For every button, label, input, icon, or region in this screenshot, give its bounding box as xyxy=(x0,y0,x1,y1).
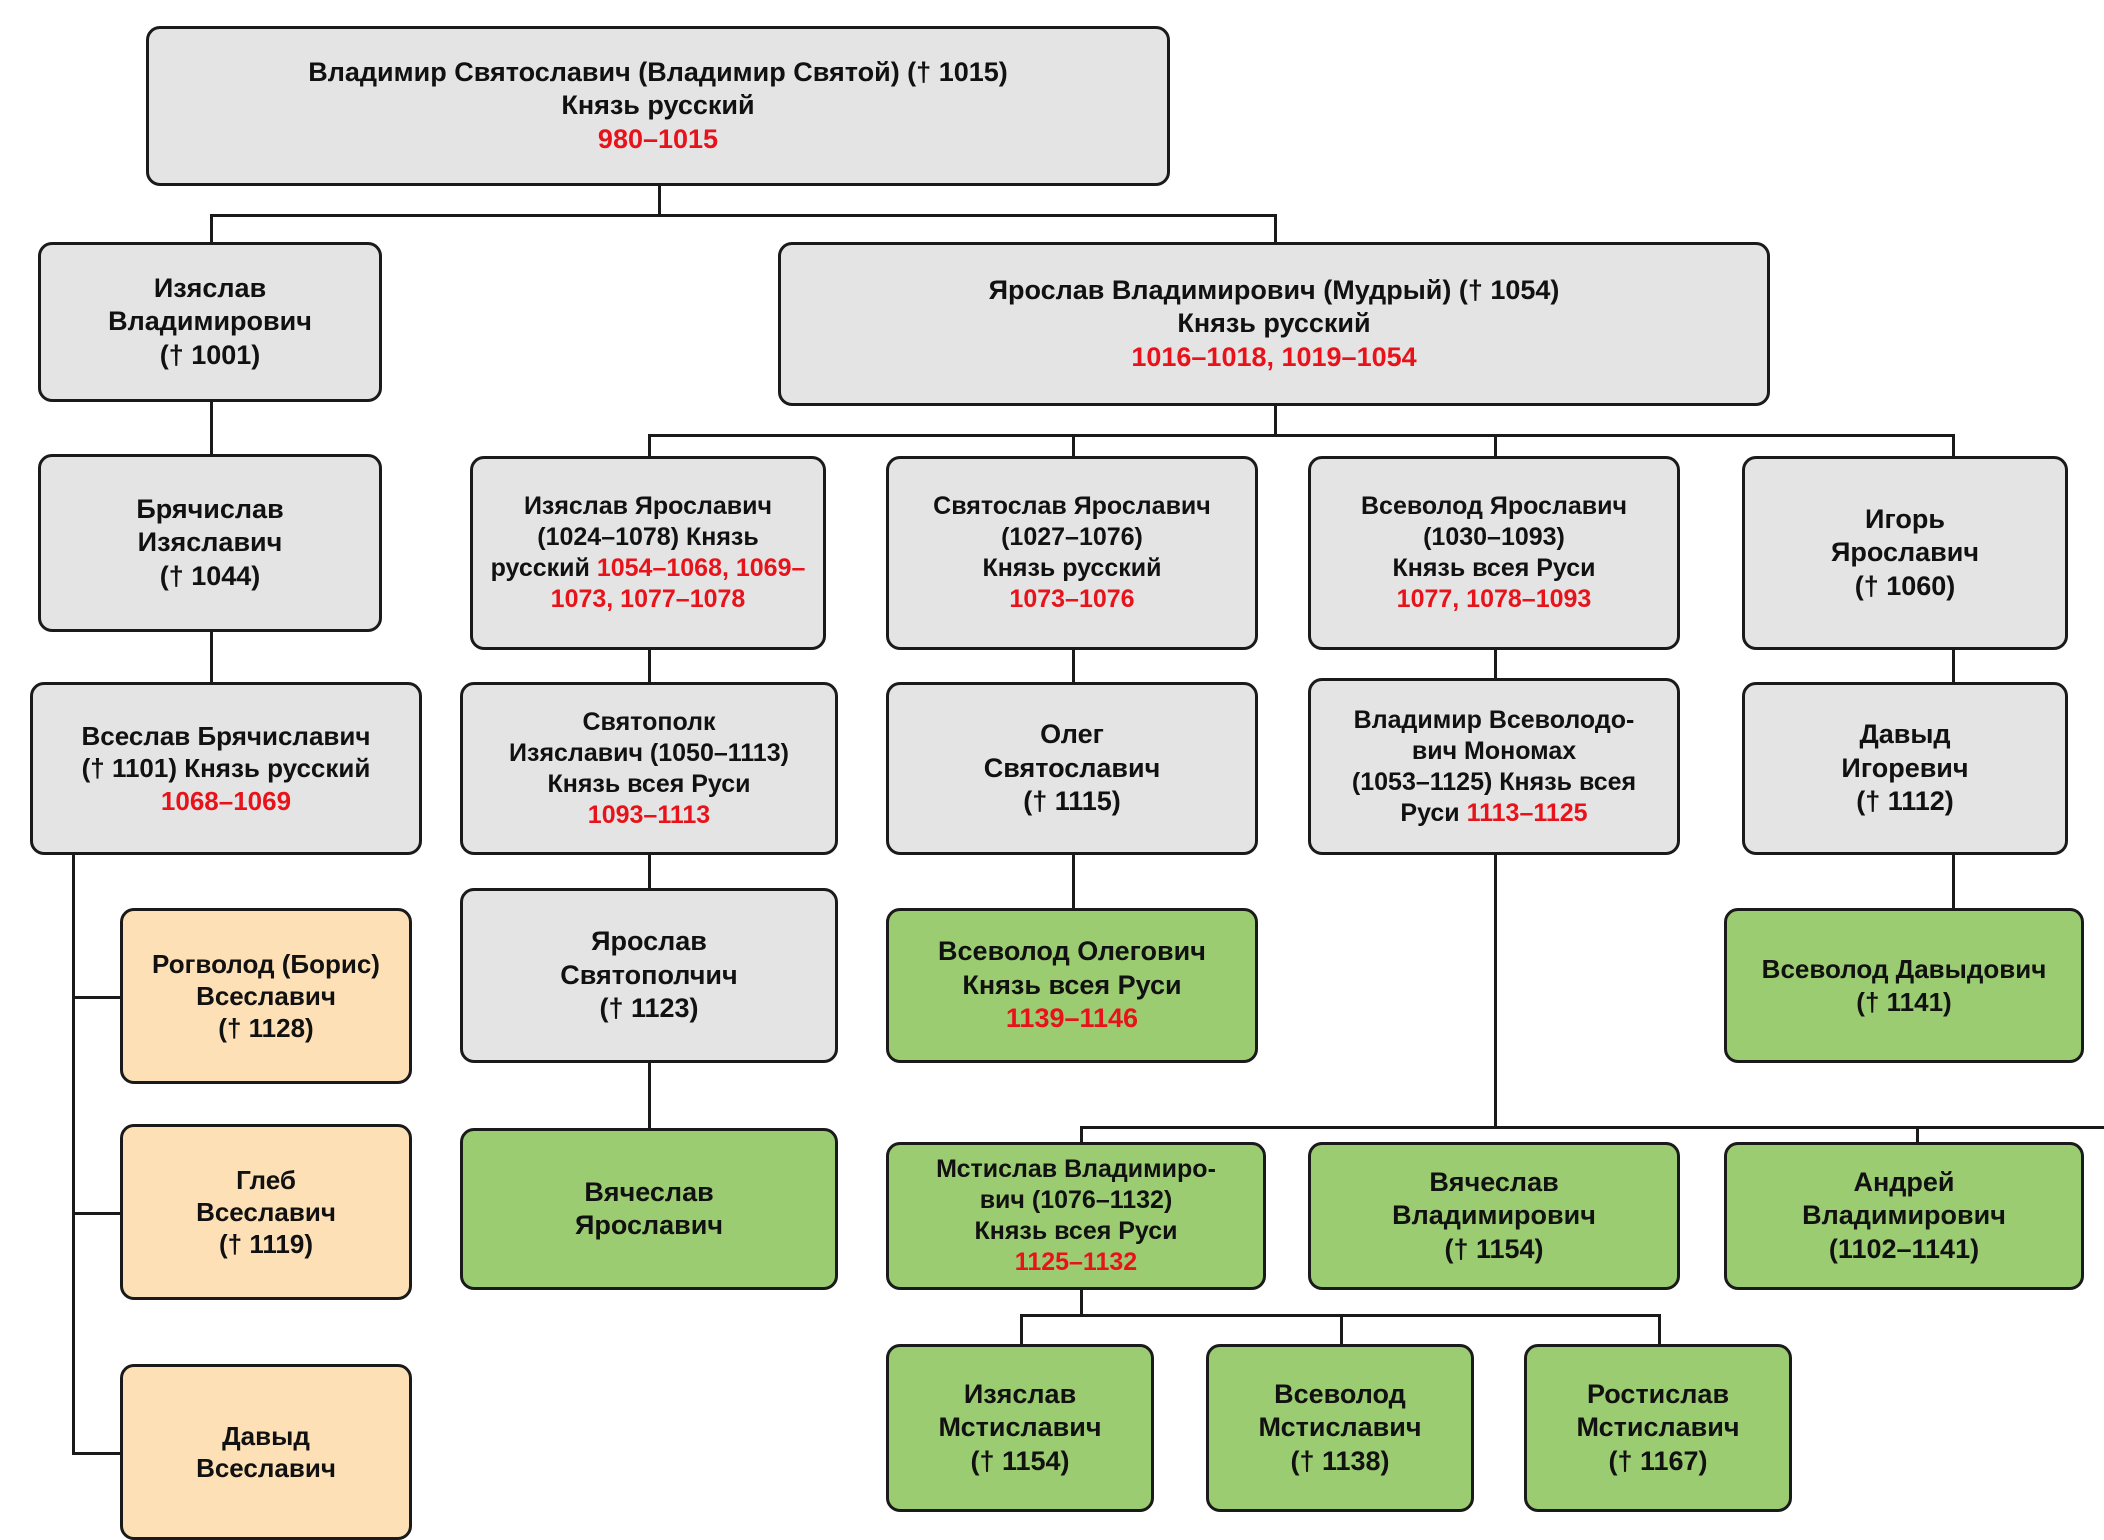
node-vseslav-bryachislavich[interactable] xyxy=(30,682,422,855)
node-line: († 1112) xyxy=(1856,786,1954,817)
connector xyxy=(1274,214,1277,242)
node-line: (1027–1076) xyxy=(1001,523,1143,551)
node-line-inline xyxy=(481,553,815,615)
node-andrey-vladimirovich[interactable] xyxy=(1724,1142,2084,1290)
node-line: Владимирович xyxy=(1802,1200,2006,1231)
connector xyxy=(1658,1314,1661,1344)
connector xyxy=(1916,1126,1919,1142)
node-line: († 1167) xyxy=(1608,1445,1708,1476)
node-line: Давыд xyxy=(1859,719,1951,750)
node-yaroslav-svyatopolchich[interactable] xyxy=(460,888,838,1063)
connector xyxy=(1080,1126,2104,1129)
connector xyxy=(1080,1290,1083,1316)
node-line: Игорь xyxy=(1865,503,1945,534)
connector xyxy=(1072,434,1075,456)
connector xyxy=(1952,434,1955,456)
connector xyxy=(1494,855,1497,1128)
node-reign: 1125–1132 xyxy=(1014,1248,1138,1276)
connector xyxy=(648,1063,651,1128)
node-line: Изяславич (1050–1113) xyxy=(509,738,789,767)
node-igor-yaroslavich[interactable] xyxy=(1742,456,2068,650)
connector xyxy=(72,855,75,1455)
node-line: Князь русский xyxy=(561,90,755,121)
node-line: Ярослав xyxy=(591,926,707,957)
connector xyxy=(210,632,213,682)
node-line: († 1001) xyxy=(159,339,261,370)
connector xyxy=(1340,1314,1343,1344)
node-line: Князь всея Руси xyxy=(962,969,1182,1000)
node-line: Святополчич xyxy=(560,959,738,990)
node-line: Ярославич xyxy=(574,1210,724,1240)
node-line: Мстиславич xyxy=(938,1412,1102,1443)
node-line: вич Мономах xyxy=(1411,736,1577,765)
node-reign: 1113–1125 xyxy=(1466,798,1588,827)
node-yaroslav-mudry[interactable] xyxy=(778,242,1770,406)
node-vsevolod-davydovich[interactable] xyxy=(1724,908,2084,1063)
node-line: Руси xyxy=(1400,798,1467,827)
connector xyxy=(72,996,120,999)
node-line: Князь всея Руси xyxy=(547,769,751,798)
node-line: (1030–1093) xyxy=(1423,523,1565,551)
connector xyxy=(1072,650,1075,682)
node-line: Святославич xyxy=(983,752,1161,783)
node-vladimir-svyatoslavich[interactable] xyxy=(146,26,1170,186)
connector xyxy=(72,1212,120,1215)
connector xyxy=(1952,855,1955,908)
node-line: Всеволод Давыдович xyxy=(1761,954,2047,985)
connector xyxy=(1494,434,1497,456)
node-line: Князь всея Руси xyxy=(974,1217,1178,1245)
node-oleg-svyatoslavich[interactable] xyxy=(886,682,1258,855)
connector xyxy=(210,214,1276,217)
node-line: Вячеслав xyxy=(584,1176,714,1207)
node-line: († 1141) xyxy=(1856,986,1952,1017)
node-line: Князь русский xyxy=(982,554,1162,582)
connector xyxy=(1072,855,1075,908)
node-line: Мстиславич xyxy=(1576,1412,1740,1443)
node-line: Всеволод Ярославич xyxy=(1361,492,1627,520)
node-reign: 1073–1076 xyxy=(1009,585,1135,613)
node-line: († 1154) xyxy=(970,1445,1070,1476)
node-vsevolod-yaroslavich[interactable] xyxy=(1308,456,1680,650)
node-line: Давыд xyxy=(222,1420,310,1451)
node-reign: 1093–1113 xyxy=(587,800,711,829)
node-line: († 1119) xyxy=(219,1229,313,1260)
node-line: Мстислав Владимиро- xyxy=(936,1155,1216,1183)
connector xyxy=(648,855,651,888)
node-reign: 980–1015 xyxy=(597,123,719,154)
node-izyaslav-mstislavich[interactable] xyxy=(886,1344,1154,1512)
node-line: Ярослав Владимирович (Мудрый) († 1054) xyxy=(988,274,1560,305)
node-line: (1024–1078) Князь xyxy=(537,523,759,551)
node-line: Святополк xyxy=(582,707,716,736)
node-line: Владимир Всеволодо- xyxy=(1353,705,1635,734)
node-line: († 1138) xyxy=(1290,1445,1390,1476)
connector xyxy=(648,434,651,456)
node-line: Владимирович xyxy=(108,306,312,337)
node-mstislav-vladimirovich[interactable] xyxy=(886,1142,1266,1290)
node-line: Владимир Святославич (Владимир Святой) († 1015) xyxy=(308,56,1008,87)
node-svyatoslav-yaroslavich[interactable] xyxy=(886,456,1258,650)
node-line: († 1060) xyxy=(1854,570,1956,601)
connector xyxy=(1952,650,1955,682)
node-line: Князь русский xyxy=(1177,308,1371,339)
node-line: вич (1076–1132) xyxy=(979,1186,1173,1214)
connector xyxy=(1080,1126,1083,1142)
node-line: Всеславич xyxy=(196,1453,336,1483)
node-izyaslav-vladimirovich[interactable] xyxy=(38,242,382,402)
node-line: Изяслав xyxy=(963,1378,1077,1409)
node-line: Изяславич xyxy=(137,527,283,558)
node-line: († 1044) xyxy=(159,560,261,591)
connector xyxy=(648,650,651,682)
connector xyxy=(1274,406,1277,436)
node-line: († 1123) xyxy=(599,993,699,1024)
node-svyatopolk-izyaslavich[interactable] xyxy=(460,682,838,855)
node-line: Ярославич xyxy=(1830,537,1980,568)
node-line: († 1154) xyxy=(1444,1233,1544,1264)
connector xyxy=(72,1452,120,1455)
node-line: Андрей xyxy=(1853,1166,1955,1197)
node-gleb-vseslavich[interactable] xyxy=(120,1124,412,1300)
connector xyxy=(210,214,213,242)
node-line: († 1128) xyxy=(218,1013,314,1044)
node-line: Глеб xyxy=(236,1164,296,1195)
connector xyxy=(648,434,1954,437)
node-rostislav-mstislavich[interactable] xyxy=(1524,1344,1792,1512)
node-reign: 1016–1018, 1019–1054 xyxy=(1131,341,1417,372)
node-line: Князь всея Руси xyxy=(1392,554,1596,582)
node-line: Брячислав xyxy=(136,493,284,524)
node-vsevolod-olegovich[interactable] xyxy=(886,908,1258,1063)
node-line: Мстиславич xyxy=(1258,1412,1422,1443)
node-reign: 1054–1068, 1069–1073, 1077–1078 xyxy=(550,554,806,613)
node-vyacheslav-vladimirovich[interactable] xyxy=(1308,1142,1680,1290)
node-davyd-igorevich[interactable] xyxy=(1742,682,2068,855)
node-bryachislav-izyaslavich[interactable] xyxy=(38,454,382,632)
node-line: († 1101) Князь русский xyxy=(81,753,371,784)
node-vsevolod-mstislavich[interactable] xyxy=(1206,1344,1474,1512)
node-line: Всеволод xyxy=(1274,1378,1406,1409)
connector xyxy=(210,402,213,454)
node-line: русский xyxy=(490,554,597,582)
node-line: (1102–1141) xyxy=(1828,1233,1980,1264)
node-vyacheslav-yaroslavich[interactable] xyxy=(460,1128,838,1290)
node-line: Всеволод Олегович xyxy=(938,936,1206,967)
node-line: Всеслав Брячиславич xyxy=(81,721,371,752)
node-line: Вячеслав xyxy=(1429,1166,1559,1197)
node-line: Ростислав xyxy=(1586,1378,1730,1409)
node-rogvolod-vseslavich[interactable] xyxy=(120,908,412,1084)
connector xyxy=(658,186,661,216)
node-line: Святослав Ярославич xyxy=(933,492,1211,520)
node-line: († 1115) xyxy=(1023,786,1121,817)
node-line: (1053–1125) Князь всея xyxy=(1351,767,1637,796)
node-reign: 1139–1146 xyxy=(1005,1003,1139,1034)
node-line: Владимирович xyxy=(1392,1200,1596,1231)
node-line: Всеславич xyxy=(196,1196,336,1227)
node-line: Игоревич xyxy=(1841,752,1969,783)
node-davyd-vseslavich[interactable] xyxy=(120,1364,412,1540)
node-line-inline xyxy=(1400,798,1587,829)
node-line: Олег xyxy=(1040,719,1104,750)
node-line: Всеславич xyxy=(196,980,336,1011)
node-vladimir-monomah[interactable] xyxy=(1308,678,1680,855)
node-line: Изяслав Ярославич xyxy=(523,492,773,520)
node-reign: 1077, 1078–1093 xyxy=(1396,585,1592,613)
node-izyaslav-yaroslavich[interactable] xyxy=(470,456,826,650)
node-line: Рогволод (Борис) xyxy=(152,948,380,979)
node-reign: 1068–1069 xyxy=(160,785,292,816)
node-line: Изяслав xyxy=(153,272,267,303)
connector xyxy=(1020,1314,1023,1344)
